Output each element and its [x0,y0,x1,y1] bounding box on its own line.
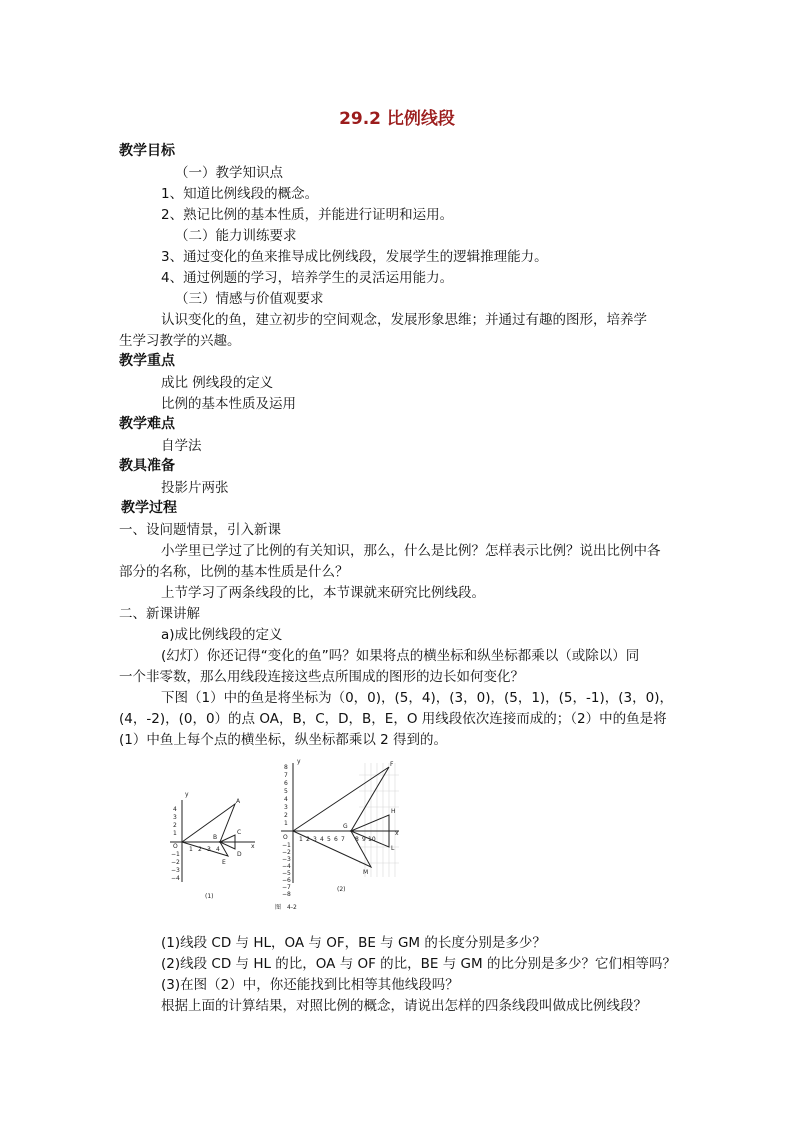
f1-x-tick: 3 [207,846,211,853]
f2-x-tick: 9 [362,836,366,843]
f2-x-tick: 2 [306,836,310,843]
f1-point-label: A [236,798,241,805]
f2-y-tick: −2 [282,849,291,856]
key-point-2: 比例的基本性质及运用 [161,396,296,412]
f2-x-tick: 1 [299,836,303,843]
emotion-section-title: （三）情感与价值观要求 [175,291,324,307]
f1-y-tick: −4 [171,875,180,882]
f2-y-tick: −4 [282,863,291,870]
f2-y-tick: 7 [284,772,288,779]
figure-desc-line-3: (1）中鱼上每个点的横坐标，纵坐标都乘以 2 得到的。 [119,732,448,748]
f1-x-tick: 4 [216,846,220,853]
key-point-1: 成比 例线段的定义 [161,375,274,391]
f1-caption: (1) [205,893,214,900]
fish-figure-2 [275,755,415,915]
f2-x-tick: 5 [327,836,331,843]
question-1: (1)线段 CD 与 HL，OA 与 OF，BE 与 GM 的长度分别是多少？ [161,935,546,951]
f1-y-tick: 3 [173,814,177,821]
slide-text-line-1: (幻灯）你还记得“变化的鱼”吗？如果将点的横坐标和纵坐标都乘以（或除以）同 [161,648,640,664]
f1-y-tick: 4 [173,806,177,813]
f2-x-tick: 3 [313,836,317,843]
process-step-1-text-2: 上节学习了两条线段的比，本节课就来研究比例线段。 [161,585,485,601]
f2-y-tick: −7 [282,884,291,891]
f1-y-tick: 1 [173,830,177,837]
f1-y-tick: −1 [171,851,180,858]
f2-origin-label: O [283,834,288,841]
f2-caption: (2) [337,886,346,893]
f2-point-label: H [391,808,396,815]
f2-point-label: L [391,845,395,852]
f2-x-tick: 6 [334,836,338,843]
f1-point-label: B [213,834,218,841]
process-step-1-text-line-1: 小学里已学过了比例的有关知识，那么，什么是比例？怎样表示比例？说出比例中各 [161,543,661,559]
f2-x-tick: 8 [355,836,359,843]
emotion-text-line-2: 生学习教学的兴趣。 [119,333,241,349]
question-2: (2)线段 CD 与 HL 的比，OA 与 OF 的比，BE 与 GM 的比分别是多少？它们相等吗？ [161,956,676,972]
key-points-heading: 教学重点 [119,353,175,369]
f1-point-label: C [237,829,242,836]
f2-x-tick: 10 [368,836,376,843]
ability-section-title: （二）能力训练要求 [175,228,297,244]
f2-y-tick: −8 [282,891,291,898]
f2-y-tick: 8 [284,764,288,771]
f2-point-label: G [343,823,348,830]
question-3: (3)在图（2）中，你还能找到比相等其他线段吗？ [161,977,459,993]
knowledge-section-title: （一）教学知识点 [175,165,283,181]
f2-point-label: M [363,869,369,876]
f2-point-label: F [390,761,394,768]
f1-y-tick: −2 [171,859,180,866]
f1-y-axis-label: y [185,791,189,798]
f2-y-tick: 1 [284,820,288,827]
difficulty-item: 自学法 [161,438,202,454]
definition-subtitle: a)成比例线段的定义 [161,627,283,643]
process-step-2-title: 二、新课讲解 [119,606,200,622]
process-step-1-title: 一、设问题情景，引入新课 [119,522,281,538]
f1-y-tick: −3 [171,867,180,874]
fish-figure-1 [165,790,260,905]
f2-y-tick: −5 [282,870,291,877]
f2-y-tick: −6 [282,877,291,884]
f1-origin-label: O [173,843,178,850]
tools-heading: 教具准备 [119,458,175,474]
f1-x-tick: 2 [198,846,202,853]
figure-label: 图 4-2 [275,904,297,911]
emotion-text-line-1: 认识变化的鱼，建立初步的空间观念，发展形象思维；并通过有趣的图形，培养学 [161,312,647,328]
f2-y-tick: 6 [284,780,288,787]
process-step-1-text-line-2: 部分的名称，比例的基本性质是什么？ [119,564,349,580]
slide-text-line-2: 一个非零数，那么用线段连接这些点所围成的图形的边长如何变化？ [119,669,524,685]
f2-y-tick: 3 [284,804,288,811]
f1-x-tick: 1 [189,846,193,853]
page-title: 29.2 比例线段 [339,109,455,129]
figure-desc-line-2: (4，-2)，(0，0）的点 OA，B，C，D，B，E，O 用线段依次连接而成的；（2）中的鱼是将 [119,711,667,727]
knowledge-item-1: 1、知道比例线段的概念。 [161,186,319,202]
process-heading: 教学过程 [121,500,177,516]
f1-x-axis-label: x [251,843,255,850]
tools-item: 投影片两张 [161,480,229,496]
f2-x-axis-label: x [395,830,399,837]
f2-y-axis-label: y [297,758,301,765]
difficulty-heading: 教学难点 [119,416,175,432]
goals-heading: 教学目标 [119,143,175,159]
question-4: 根据上面的计算结果，对照比例的概念，请说出怎样的四条线段叫做成比例线段？ [161,998,647,1014]
f1-point-label: E [222,859,226,866]
f2-x-tick: 7 [341,836,345,843]
f2-y-tick: 2 [284,812,288,819]
ability-item-4: 4、通过例题的学习，培养学生的灵活运用能力。 [161,270,454,286]
f2-y-tick: −1 [282,842,291,849]
f2-y-tick: 5 [284,788,288,795]
f1-point-label: D [237,851,242,858]
f1-y-tick: 2 [173,822,177,829]
knowledge-item-2: 2、熟记比例的基本性质，并能进行证明和运用。 [161,207,454,223]
ability-item-3: 3、通过变化的鱼来推导成比例线段，发展学生的逻辑推理能力。 [161,249,548,265]
figure-desc-line-1: 下图（1）中的鱼是将坐标为（0，0)，(5，4)，(3，0)，(5，1)，(5，-1)，(3，0)， [161,690,673,706]
f2-y-tick: 4 [284,796,288,803]
f2-x-tick: 4 [320,836,324,843]
f2-y-tick: −3 [282,856,291,863]
